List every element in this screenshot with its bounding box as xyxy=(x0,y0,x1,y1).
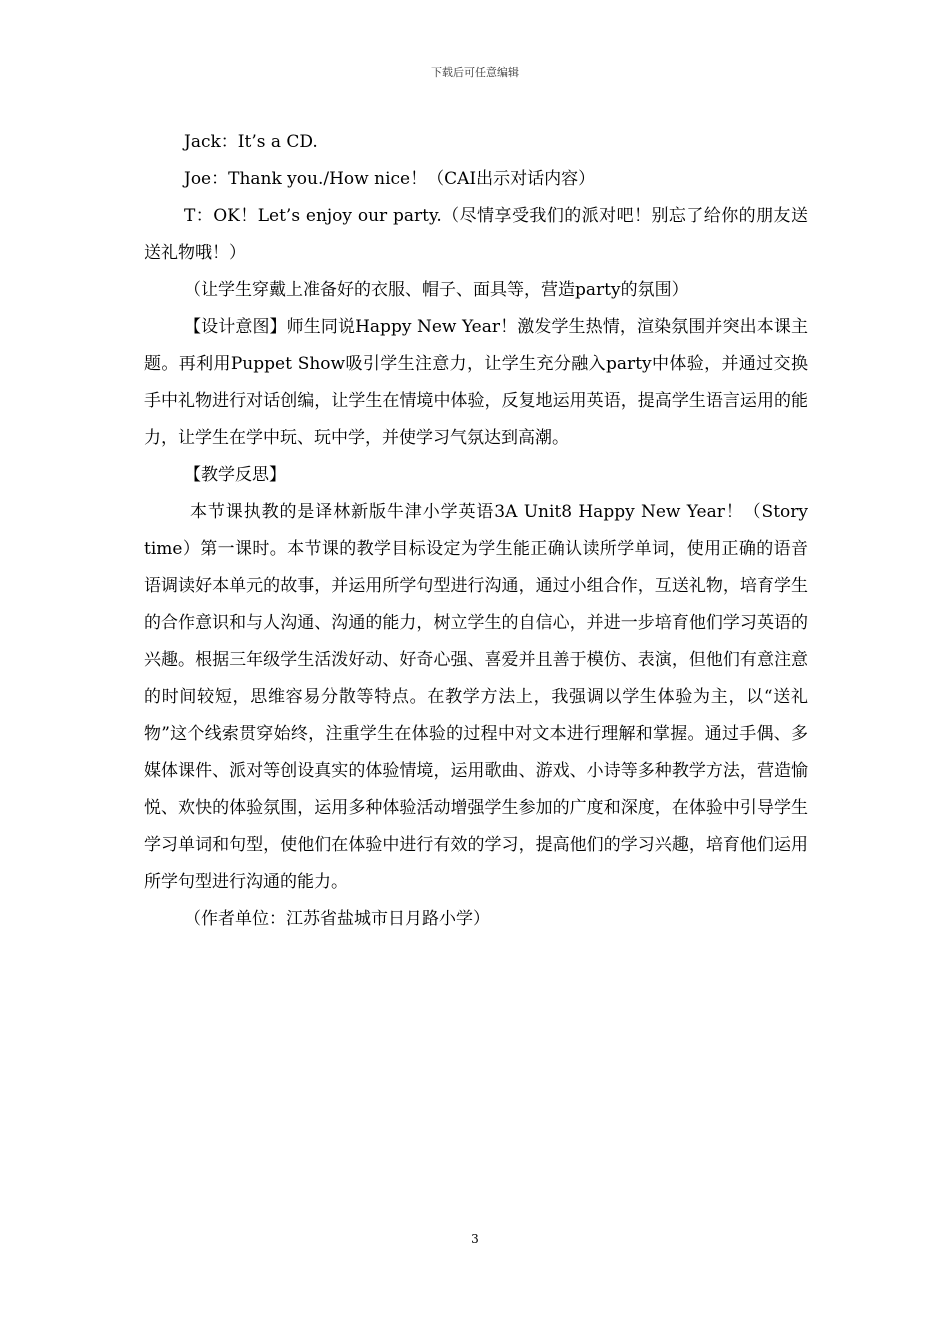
reflection-heading: 【教学反思】 xyxy=(184,465,286,485)
author-affiliation: （作者单位：江苏省盐城市日月路小学） xyxy=(184,909,490,929)
page-header: 下载后可任意编辑 xyxy=(431,66,519,79)
dialogue-line-joe: Joe：Thank you./How nice！（CAI出示对话内容） xyxy=(184,169,596,189)
stage-direction: （让学生穿戴上准备好的衣服、帽子、面具等，营造party的氛围） xyxy=(184,280,689,300)
reflection-paragraph: 本节课执教的是译林新版牛津小学英语3A Unit8 Happy New Year！（Story time）第一课时。本节课的教学目标设定为学生能正确认读所学单词，使用正确的语音语调读好本单元的故事，并运用所学句型进行沟通，通过小组合作，互送礼物，培育学生的合作意识和与人沟通、沟通的能力，树立学生的自信心，并进一步培育他们学习英语的兴趣。根据三年级学生活泼好动、好奇心强、喜爱并且善于模仿、表演，但他们有意注意的时间较短，思维容易分散等特点。在教学方法上，我强调以学生体验为主，以“送礼物”这个线索贯穿始终，注重学生在体验的过程中对文本进行理解和掌握。通过手偶、多媒体课件、派对等创设真实的体验情境，运用歌曲、游戏、小诗等多种教学方法，营造愉悦、欢快的体验氛围，运用多种体验活动增强学生参加的广度和深度，在体验中引导学生学习单词和句型，使他们在体验中进行有效的学习，提高他们的学习兴趣，培育他们运用所学句型进行沟通的能力。 xyxy=(144,502,808,892)
design-intent-paragraph: 【设计意图】师生同说Happy New Year！激发学生热情，渲染氛围并突出本课主题。再利用Puppet Show吸引学生注意力，让学生充分融入party中体验，并通过交换手中礼物进行对话创编，让学生在情境中体验，反复地运用英语，提高学生语言运用的能力，让学生在学中玩、玩中学，并使学习气氛达到高潮。 xyxy=(144,317,808,448)
document-body xyxy=(144,124,808,938)
dialogue-line-jack: Jack：It’s a CD. xyxy=(184,132,318,152)
page-number: 3 xyxy=(471,1232,479,1246)
dialogue-line-teacher: T：OK！Let’s enjoy our party.（尽情享受我们的派对吧！别忘了给你的朋友送送礼物哦！） xyxy=(144,206,808,263)
